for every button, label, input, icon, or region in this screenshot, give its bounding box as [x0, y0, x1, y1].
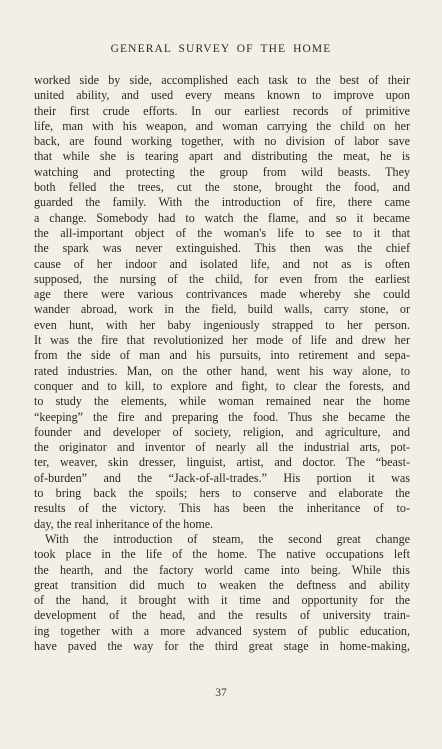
text-line: their first crude efforts. In our earliest records of primitive	[34, 103, 410, 118]
paragraph	[34, 73, 410, 532]
text-line: back, are found working together, with no division of labor save	[34, 134, 410, 149]
text-line: to bring back the spoils; hers to conserve and elaborate the	[34, 486, 410, 501]
text-line: With the introduction of steam, the second great change	[45, 531, 410, 546]
text-line: day, the real inheritance of the home.	[34, 516, 214, 531]
text-line: watching and protecting the group from wild beasts. They	[34, 164, 410, 179]
text-line: from the side of man and his pursuits, into retirement and sepa-	[34, 348, 410, 363]
text-line: guarded the family. With the introduction of fire, there came	[34, 195, 410, 210]
text-line: wander abroad, work in the field, build walls, carry stone, or	[34, 302, 410, 317]
text-line: It was the fire that revolutionized her mode of life and drew her	[34, 333, 410, 348]
running-head: GENERAL SURVEY OF THE HOME	[110, 43, 332, 55]
text-line: the spark was never extinguished. This then was the chief	[34, 241, 410, 256]
text-line: the originator and inventor of nearly all the industrial arts, pot-	[34, 440, 410, 455]
text-line: “keeping” the fire and preparing the food. Thus she became the	[34, 409, 410, 424]
text-line: cause of her indoor and isolated life, and not as is often	[34, 256, 410, 271]
text-line: to study the elements, while woman remained near the home	[34, 394, 410, 409]
text-line: united ability, and used every means known to improve upon	[34, 88, 410, 103]
text-line: ing together with a more advanced system of public education,	[34, 623, 410, 638]
text-line: founder and developer of society, religion, and agriculture, and	[34, 424, 410, 439]
text-line: of the hand, it brought with it time and opportunity for the	[34, 593, 410, 608]
text-line: ter, weaver, skin dresser, linguist, artist, and doctor. The “beast-	[34, 455, 410, 470]
text-line: supposed, the nursing of the child, for even from the earliest	[34, 271, 410, 286]
text-line: worked side by side, accomplished each task to the best of their	[34, 73, 410, 87]
page-number: 37	[215, 687, 227, 699]
paragraph	[34, 532, 410, 654]
body-text	[34, 73, 410, 654]
text-line: both felled the trees, cut the stone, brought the food, and	[34, 180, 410, 195]
text-line: great transition did much to weaken the deftness and ability	[34, 577, 410, 592]
text-line: even hunt, with her baby ingeniously strapped to her person.	[34, 317, 410, 332]
text-line: life, man with his weapon, and woman carrying the child on her	[34, 118, 410, 133]
text-line: age there were various contrivances made whereby she could	[34, 287, 410, 302]
text-line: took place in the life of the home. The native occupations left	[34, 547, 410, 562]
text-line: a change. Somebody had to watch the flame, and so it became	[34, 210, 410, 225]
text-line: development of the head, and the results of university train-	[34, 608, 410, 623]
text-line: have paved the way for the third great stage in home-making,	[34, 638, 410, 653]
text-line: the hearth, and the factory world came into being. While this	[34, 562, 410, 577]
text-line: conquer and to kill, to explore and fight, to clear the forests, and	[34, 378, 410, 393]
text-line: of-burden” and the “Jack-of-all-trades.” His portion it was	[34, 470, 410, 485]
text-line: results of the victory. This has been the inheritance of to-	[34, 501, 410, 516]
text-line: that while she is tearing apart and distributing the meat, he is	[34, 149, 410, 164]
text-line: the all-important object of the woman's life to see to it that	[34, 225, 410, 240]
text-line: rated industries. Man, on the other hand, went his way alone, to	[34, 363, 410, 378]
